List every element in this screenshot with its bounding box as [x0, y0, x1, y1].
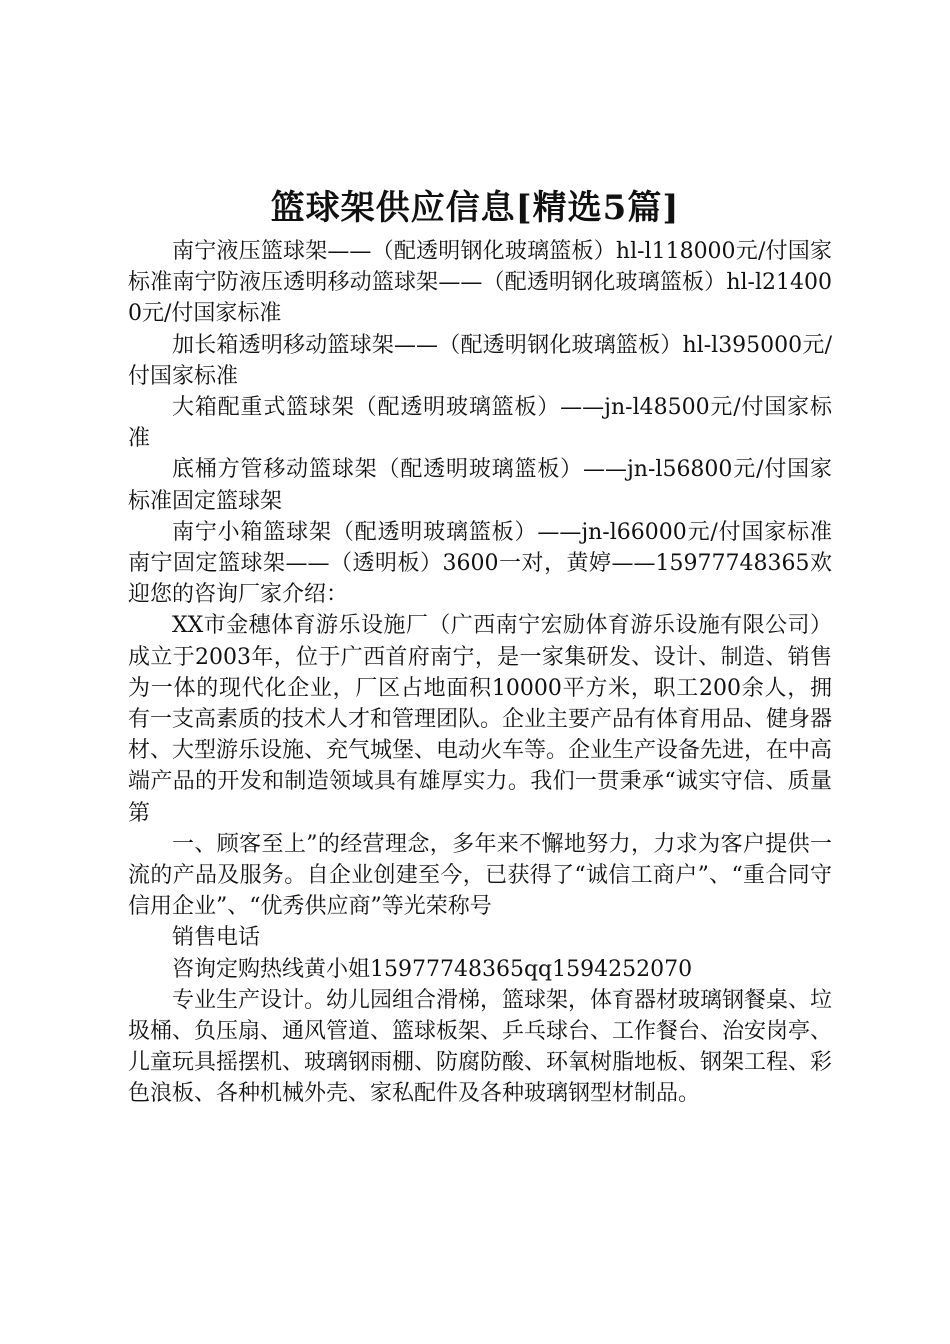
document-title: 篮球架供应信息[精选5篇] [270, 188, 680, 228]
paragraph-weighted-box-hoop: 大箱配重式篮球架（配透明玻璃篮板）——jn-l48500元/付国家标准 [128, 395, 832, 452]
paragraph-small-box-hoop: 南宁小箱篮球架（配透明玻璃篮板）——jn-l66000元/付国家标准南宁固定篮球架——（透明板）3600一对，黄婷——15977748365欢迎您的咨询厂家介绍： [128, 519, 832, 608]
paragraph-company-honors: 一、顾客至上”的经营理念，多年来不懈地努力，力求为客户提供一流的产品及服务。自企业创建至今，已获得了“诚信工商户”、“重合同守信用企业”、“优秀供应商”等光荣称号 [128, 831, 832, 920]
paragraph-hotline: 咨询定购热线黄小姐15977748365qq1594252070 [172, 956, 693, 982]
paragraph-square-tube-hoop: 底桶方管移动篮球架（配透明玻璃篮板）——jn-l56800元/付国家标准固定篮球架 [128, 457, 832, 514]
paragraph-hydraulic-hoop: 南宁液压篮球架——（配透明钢化玻璃篮板）hl-l118000元/付国家标准南宁防液压透明移动篮球架——（配透明钢化玻璃篮板）hl-l214000元/付国家标准 [128, 239, 832, 327]
paragraph-sales-phone-heading: 销售电话 [172, 925, 261, 951]
document-body [128, 236, 832, 1110]
paragraph-products: 专业生产设计。幼儿园组合滑梯，篮球架，体育器材玻璃钢餐桌、垃圾桶、负压扇、通风管道、篮球板架、乒乓球台、工作餐台、治安岗亭、儿童玩具摇摆机、玻璃钢雨棚、防腐防酸、环氧树脂地板、钢架工程、彩色浪板、各种机械外壳、家私配件及各种玻璃钢型材制品。 [128, 987, 833, 1107]
paragraph-company-intro: XX市金穗体育游乐设施厂（广西南宁宏励体育游乐设施有限公司）成立于2003年，位于广西首府南宁，是一家集研发、设计、制造、销售为一体的现代化企业，厂区占地面积10000平方米，职工200余人，拥有一支高素质的技术人才和管理团队。企业主要产品有体育用品、健身器材、大型游乐设施、充气城堡、电动火车等。企业生产设备先进，在中高端产品的开发和制造领域具有雄厚实力。我们一贯秉承“诚实守信、质量第 [128, 613, 833, 826]
paragraph-extended-box-hoop: 加长箱透明移动篮球架——（配透明钢化玻璃篮板）hl-l395000元/付国家标准 [128, 332, 832, 389]
